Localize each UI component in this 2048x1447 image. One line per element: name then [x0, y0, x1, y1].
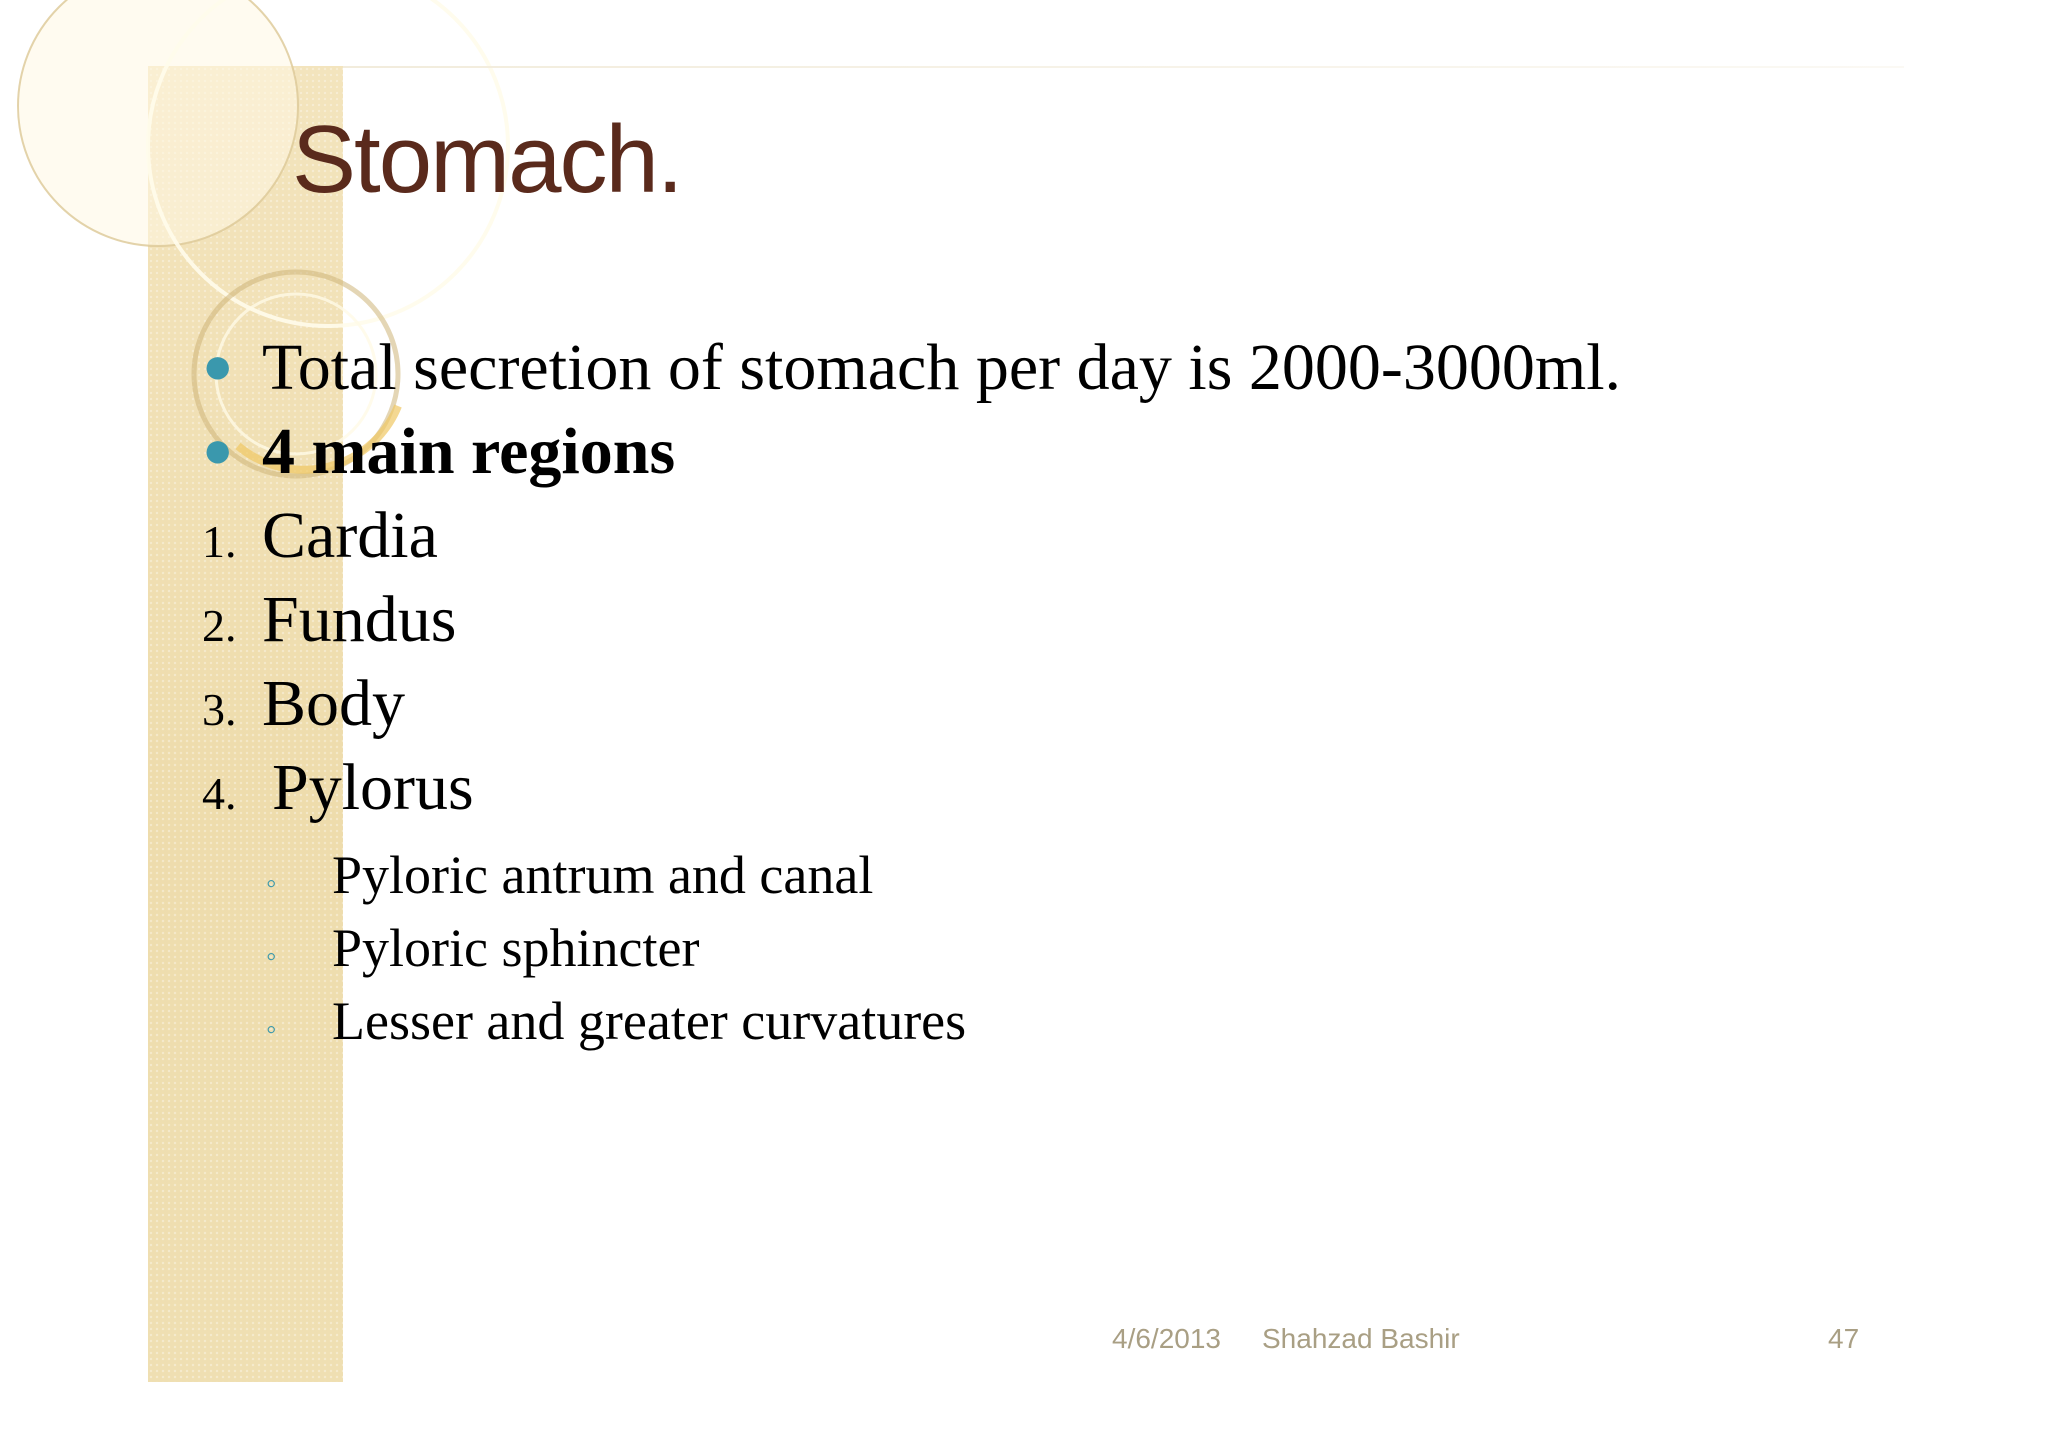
hollow-bullet-icon: ◦ — [266, 940, 277, 973]
hollow-bullet-icon: ◦ — [266, 1013, 277, 1046]
slide — [148, 66, 1904, 1382]
bullet-text: Total secretion of stomach per day is 2000-3000ml. — [262, 331, 1622, 404]
list-number: 3. — [202, 684, 237, 735]
bullet-dot-icon: ● — [202, 422, 234, 479]
list-item-region — [202, 750, 474, 826]
bullet-dot-icon: ● — [202, 338, 234, 395]
bullet-text: 4 main regions — [262, 415, 676, 488]
list-number: 4. — [202, 768, 237, 819]
sub-list-item — [266, 990, 966, 1052]
list-number: 2. — [202, 600, 237, 651]
top-border-line — [343, 66, 1904, 68]
footer-author: Shahzad Bashir — [1262, 1323, 1460, 1354]
region-label: Pylorus — [272, 751, 474, 824]
footer-date: 4/6/2013 — [1112, 1323, 1221, 1354]
list-item-region — [202, 582, 456, 658]
sub-item-text: Pyloric antrum and canal — [332, 845, 874, 905]
region-label: Fundus — [262, 583, 457, 656]
sub-list-item — [266, 917, 699, 979]
footer-page-number: 47 — [1828, 1323, 1860, 1354]
sub-list-item — [266, 844, 873, 906]
slide-title: Stomach. — [292, 106, 682, 213]
list-item-region — [202, 498, 438, 574]
region-label: Cardia — [262, 499, 438, 572]
bullet-item — [202, 330, 1621, 406]
sub-item-text: Lesser and greater curvatures — [332, 991, 967, 1051]
region-label: Body — [262, 667, 406, 740]
sub-item-text: Pyloric sphincter — [332, 918, 700, 978]
hollow-bullet-icon: ◦ — [266, 867, 277, 900]
bullet-item — [202, 414, 675, 490]
list-item-region — [202, 666, 405, 742]
list-number: 1. — [202, 516, 237, 567]
